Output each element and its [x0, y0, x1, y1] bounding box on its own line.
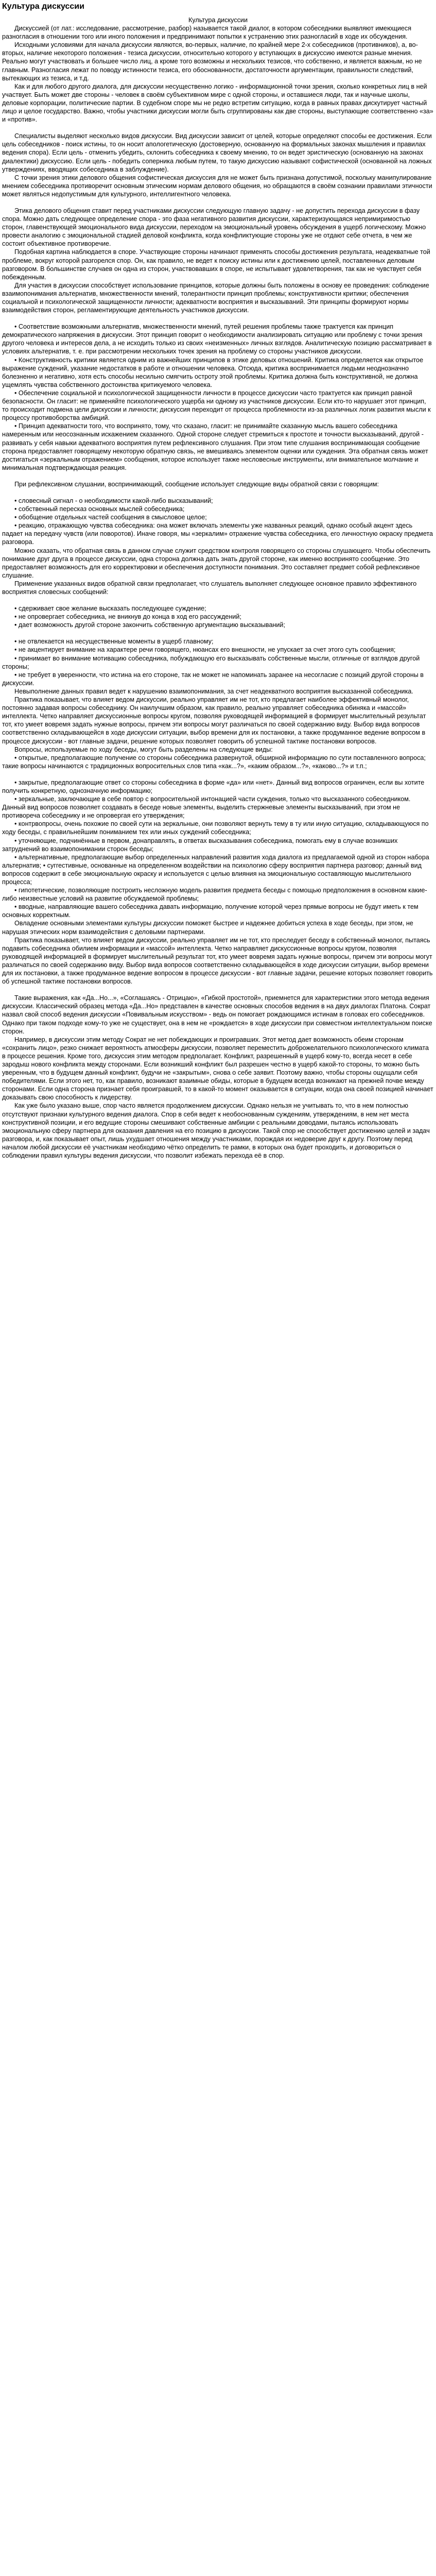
paragraph: • зеркальные, заключающие в себе повтор с вопросительной интонацией части суждения, только что высказанного собеседником. Данный вид вопросов позволяет создавать в беседе новые элементы, выделить стержневые элементы высказываний, при этом не противореча собеседнику и не опровергая его утверждения;	[2, 795, 411, 820]
paragraph-gap	[2, 596, 434, 604]
paragraph: • реакцию, отражающую чувства собеседника: она может включать элементы уже названных реакций, однако особый акцент здесь падает на передачу чувств (или поворотов). Иначе говоря, мы «зеркалим» отражение чувства собеседника, его личностную окраску предмета разговора.	[2, 522, 433, 546]
paragraph: Как уже было указано выше, спор часто является продолжением дискуссии. Однако нельзя не учитывать то, что в нем полностью отсутствуют признаки культурного ведения диалога. Спор в себя ведет к необоснованным суждениям, утверждениям, в нем нет места конструктивной позиции, и его ведущие стороны смешивают собственные амбиции с реальными доводами, пытаясь использовать эмоциональную сферу партнера для оказания давления на его позицию в дискуссии. Такой спор не способствует достижению целей и задач разговора, и, как показывает опыт, лишь ухудшает отношения между участниками, порождая их недоверие друг к другу. Поэтому перед началом любой дискуссии её участникам необходимо чётко определить те рамки, в которых она будет проходить, и договориться о соблюдении правил культуры ведения дискуссии, что позволит избежать перехода её в спор.	[2, 1102, 430, 1159]
paragraph-gap	[2, 770, 434, 778]
paragraph: Можно сказать, что обратная связь в данном случае служит средством контроля говорящего со стороны слушающего. Чтобы обеспечить понимание друг друга в процессе дискуссии, одна сторона должна дать знать другой стороне, как именно воспринято сообщение. Это предоставляет возможность для его корректировки и обеспечения доступности понимания. Это составляет предмет собой рефлексивное слушание.	[2, 547, 431, 579]
paragraph: Вопросы, используемые по ходу беседы, могут быть разделены на следующие виды:	[14, 745, 273, 753]
paragraph: Исходными условиями для начала дискуссии являются, во-первых, наличие, по крайней мере 2-х собеседников (противников), а, во-вторых, наличие некоторого положения - тезиса дискуссии, относительно которого у вступающих в дискуссию имеются разные мнения. Реально могут участвовать и большее число лиц, а кроме того возможны и нескольких тезисов, что собственно, и является важным, но не главным. Разногласия лежат по поводу истинности тезиса, его обоснованности, достаточности аргументации, правильности следствий, вытекающих из тезиса, и т.д.	[2, 41, 422, 82]
paragraph: При рефлексивном слушании, воспринимающий, сообщение использует следующие виды обратной связи с говорящим:	[14, 480, 379, 488]
paragraph: • контрвопросы, очень похожие по своей сути на зеркальные, они позволяют вернуть тему в ту или иную ситуацию, складывающуюся по ходу беседы, с правильнейшим пониманием тех или иных суждений собеседника;	[2, 820, 429, 836]
paragraph: Для участия в дискуссии способствует использование принципов, которые должны быть положены в основу ее проведения: соблюдение взаимопонимания альтернатив, множественности мнений, толерантности принцип проблемы; конструктивности критики; обеспечения социальной и психологической защищенности личности; адекватности восприятия и высказываний. Эти принципы формируют нормы взаимодействия сторон, регламентирующие деятельность участников дискуссии.	[2, 281, 429, 314]
paragraph-gap	[2, 488, 434, 497]
paragraph: Такие выражения, как «Да...Но...», «Соглашаясь - Отрицаю», «Гибкой простотой», приемнется для характеристики этого метода ведения дискуссии. Классический образец метода «Да...Но» представлен в качестве основных способов ведения в на двух диалогах Платона. Сократ назвал свой способ ведения дискуссии «Повивальным искусством» - ведь он помогает рождающимся истинам в головах его собеседников. Однако при таком подходе кому-то уже не существует, она в нем не «рождается» в ходе дискуссии при совместном интеллектуальном поиске сторон.	[2, 994, 432, 1035]
paragraph: • вводные, направляющие вашего собеседника давать информацию, получение которой через прямые вопросы не будут иметь к тем основных корректным.	[2, 903, 418, 919]
paragraph: Как и для любого другого диалога, для дискуссии несущественно логико - информационной точки зрения, сколько конкретных лиц в ней участвует. Быть может две стороны - человек в своём субъективном мире с одной стороны, и оставшиеся люди, так и научные школы, деловые корпорации, политические партии. В судебном споре мы не редко встретим ситуацию, когда в равных правах дискутирует частный лицо и целое государство. Важно, чтобы участники дискуссии могли быть сгруппированы как две стороны, выступающие соответственно «за» и «против».	[2, 82, 433, 124]
paragraph: • не требует в уверенности, что истина на его стороне, так не может не напоминать заранее на несогласие с позиций другой стороны в дискуссии.	[2, 671, 424, 687]
paragraph: • Конструктивность критики является одним из важнейших принципов в этике деловых отношений. Критика определяется как открытое выражение суждений, указание недостатков в работе и отношении человека. Отсюда, критика воспринимается людьми неоднозначно болезненно и негативно, хотя есть способы несильно смягчить остроту этой проблемы. Критика должна быть конструктивной, не должна ущемлять чувства собственного достоинства критикуемого человека.	[2, 356, 424, 388]
paragraph: • уточняющие, подчинённые в первом, донаправлять, в ответах высказывания собеседника, помогать ему в случае возникших затруднений во взаимопонимании сторон беседы;	[2, 837, 398, 853]
paragraph: Подобная картина наблюдается в споре. Участвующие стороны начинают применять способы достижения результата, неадекватные той проблеме, вокруг которой разгорелся спор. Он, как правило, не ведет к поиску истины или к достижению целей, поставленных деловым разговором. В большинстве случаев он одна из сторон, участвовавших в споре, не испытывает удовлетворения, так как не чувствует себя побежденным.	[2, 248, 430, 281]
paragraph: С точки зрения этики делового общения софистическая дискуссия для не может быть признана допустимой, поскольку манипулирование мнением собеседника противоречит основным этическим нормам делового общения, но обращаются в своём сознании правилами этичности может являться недопустимым для культурного, интеллигентного человека.	[2, 174, 432, 198]
paragraph-gap	[2, 629, 434, 637]
paragraph-gap	[2, 1160, 434, 1168]
document-subtitle: Культура дискуссии	[188, 16, 248, 24]
paragraph: • обобщение отдельных частей сообщения в смысловое целое;	[14, 514, 207, 521]
paragraph: • не отвлекается на несущественные моменты в ущерб главному;	[14, 638, 214, 646]
paragraph: • гипотетические, позволяющие построить несложную модель развития предмета беседы с помощью предположения в основном какие-либо неизвестные условий на развитие обсуждаемой проблемы;	[2, 887, 427, 903]
paragraph: Практика показывает, что влияет ведом дискуссии, реально управляет им не тот, кто преследует беседу в собственный монолог, пытаясь подавить собеседника обилием информации и «массой» интеллекта. Четко направляет дискуссионные вопросы кругом, позволяя руководящей информацией в формирует мыслительный результат тот, кто умеет вовремя задать нужные вопросы, причем эти вопросы могут различаться по своей содержанию виду. Выбор вида вопросов соответственно складывающейся в ходе дискуссии ситуации, выбор времени для их постановки, а также продуманное ведение вопросом в процессе дискуссии - вот главные задачи, решение которых позволяет говорить об успешной тактике постановки вопросов.	[2, 936, 433, 986]
paragraph: • закрытые, предполагающие ответ со стороны собеседника в форме «да» или «нет». Данный вид вопросов ограничен, если вы хотите получить конкретную, однозначную информацию;	[2, 778, 425, 794]
paragraph: • не акцентирует внимание на характере речи говорящего, нюансах его внешности, не упускает за счет этого суть сообщения;	[14, 646, 396, 654]
paragraph: Например, в дискуссии этим методу Сократ не нет побеждающих и проигравших. Этот метод дает возможность обеим сторонам «сохранить лицо», резко снижает вероятность атмосферы дискуссии, позволяет переместить доброжелательного психологического климата в процессе решения. Кроме того, дискуссия этим методом предполагает. Конфликт, разрешенный в ущерб кому-то, всегда несет в себе зародыш нового конфликта между сторонами. Если возникший конфликт был разрешен честно в ущерб какой-то стороны, то можно быть уверенным, что в будущем данный конфликт, будучи не «закрытым», снова о себе заявит. Поэтому важно, чтобы стороны ощущали себя победителями. Если этого нет, то, как правило, возникают взаимные обиды, которые в будущем всегда возникают на прежней почве между сторонами. Если одна сторона признает себя проигравшей, то в какой-то момент оказывается в ситуации, когда она своей позицией начинает доказывать свою способность к лидерству.	[2, 1036, 433, 1101]
paragraph: • открытые, предполагающие получение со стороны собеседника развернутой, обширной информацию по сути поставленного вопроса; такие вопросы начинаются с традиционных вопросительных слов типа «как...?», «каким образом...?», «каково...?» и т.п.;	[2, 754, 426, 770]
paragraph-gap	[2, 986, 434, 994]
paragraph-gap	[2, 472, 434, 480]
paragraph: • Принцип адекватности того, что воспринято, тому, что сказано, гласит: не принимайте сказанную мысль вашего собеседника намеренным или неосознанным искажением сказанного. Одной стороне следует стремиться к простоте и точности высказываний, другой - развивать у себя навыки адекватного восприятия путем рефлексивного слушания. При этом типе слушания воспринимающая сообщение сторона предоставляет говорящему некоторую обратную связь, не вмешиваясь элементом оценки или суждения. Эта обратная связь может достигаться «зеркальным отражением» сообщения, которое использует также несловесные инструменты, или внимательное молчание и минимальная подтверждающая реакция.	[2, 422, 428, 471]
paragraph: Применение указанных видов обратной связи предполагает, что слушатель выполняет следующее основное правило эффективного восприятия словесных сообщений:	[2, 580, 417, 596]
paragraph-gap	[2, 314, 434, 323]
document-body	[2, 24, 434, 1168]
paragraph: Невыполнение данных правил ведет к нарушению взаимопонимания, за счет неадекватного восприятия высказанной собеседника.	[14, 687, 413, 695]
paragraph: Специалисты выделяют несколько видов дискуссии. Вид дискуссии зависит от целей, которые определяют способы ее достижения. Если цель собеседников - поиск истины, то он носит апологетическую (достоверную, основанную на формальных законах мышления и правилах ведения спора). Если цель - отменить убедить, склонить собеседника к своему мнению, то он ведет эристическую (основанную на законах диалектики) дискуссию. Если цель - победить соперника любым путем, то такую дискуссию называют софистической (основанной на ложных утверждениях, вводящих собеседника в заблуждение).	[2, 132, 432, 173]
paragraph: • словесный сигнал - о необходимости какой-либо высказываний;	[14, 497, 213, 504]
page-title: Культура дискуссии	[2, 2, 84, 11]
paragraph: • Соответствие возможными альтернатив, множественности мнений, путей решения проблемы также трактуется как принцип демократического напряжения в дискуссии. Этот принцип говорит о необходимости анализировать ситуацию или проблему с точки зрения другого человека и интересов дела, а не исходить только из своих «неизменных» личных взглядов. Аналитическую позицию рассматривает в условиях альтернатив, т. е. при рассмотрении нескольких точек зрения на проблему со стороны участников дискуссии.	[2, 323, 432, 355]
paragraph: Этика делового общения ставит перед участниками дискуссии следующую главную задачу - не допустить перехода дискуссии в фазу спора. Можно дать следующее определение спора - это фаза негативного развития дискуссии, характеризующаяся непримиримостью сторон, главенствующей эмоционального вида дискуссии, переходом на эмоциональный уровень обсуждения в ущерб логическому. Можно провести аналогию с эмоциональной стадией деловой конфликта, когда конфликтующие стороны уже не отдают себе отчета, в чем же состоит объективное противоречие.	[2, 207, 426, 248]
paragraph: • собственный пересказ основных мыслей собеседника;	[14, 505, 185, 513]
paragraph: Практика показывает, что влияет ведом дискуссии, реально управляет им не тот, кто предлагает наиболее эффективный монолог, постоянно задавая вопросы собеседнику. Он наилучшим образом, как правило, реально управляет собеседника обиняка и «массой» интеллекта. Четко направляет дискуссионные вопросы кругом, позволяя руководящей информацией в формирует мыслительный результат тот, кто умеет вовремя задать нужные вопросы, причем эти вопросы могут различаться по своей содержанию виду. Выбор вида вопросов соответственно складывающейся в ходе дискуссии ситуации, выбор времени для их постановки, а также продуманное ведение вопросом в процессе дискуссии - вот главные задачи, решение которых позволяет говорить об успешной тактике постановки вопросов.	[2, 696, 426, 745]
paragraph-gap	[2, 124, 434, 132]
paragraph: Овладение основными элементами культуры дискуссии поможет быстрее и надежнее добиться успеха в ходе беседы, при этом, не нарушая этических норм взаимодействия с деловыми партнерами.	[2, 920, 413, 936]
paragraph: • Обеспечение социальной и психологической защищенности личности в процессе дискуссии часто трактуется как принцип равной безопасности. Он гласит: не применяйте психологического ущерба ни одному из участников дискуссии. Если кто-то нарушает этот принцип, то происходит подмена цели дискуссии и личности; дискуссия переходит от процесса проблемности из-за различных логик развития мысли к процессу противоборства амбиций.	[2, 389, 431, 422]
paragraph: • дает возможность другой стороне закончить собственную аргументацию высказываний;	[14, 621, 285, 629]
paragraph: Дискуссией (от лат.: исследование, рассмотрение, разбор) называется такой диалог, в котором собеседники выявляют имеющиеся разногласия в отношении того или иного положения и предпринимают попытки к устранению этих разногласий в ходе их обсуждения.	[2, 25, 412, 41]
document-page	[0, 2, 436, 1172]
paragraph: • альтернативные, предполагающие выбор определенных направлений развития хода диалога из предлагаемой одной из сторон набора альтернатив; • суггестивные, основанные на определенном воздействии на психологию сферу восприятия партнера разговор; данный вид вопросов содержит в себе эмоциональную окраску и используется с целью влияния на эмоциональную составляющую мыслительного процесса;	[2, 853, 429, 886]
paragraph-gap	[2, 198, 434, 207]
paragraph: • сдерживает свое желание высказать последующее суждение;	[14, 605, 206, 613]
paragraph: • не опровергает собеседника, не вникнув до конца в ход его рассуждений;	[14, 613, 241, 621]
paragraph: • принимает во внимание мотивацию собеседника, побуждающую его высказывать собственные мысли, отличные от взглядов другой стороны;	[2, 654, 420, 670]
